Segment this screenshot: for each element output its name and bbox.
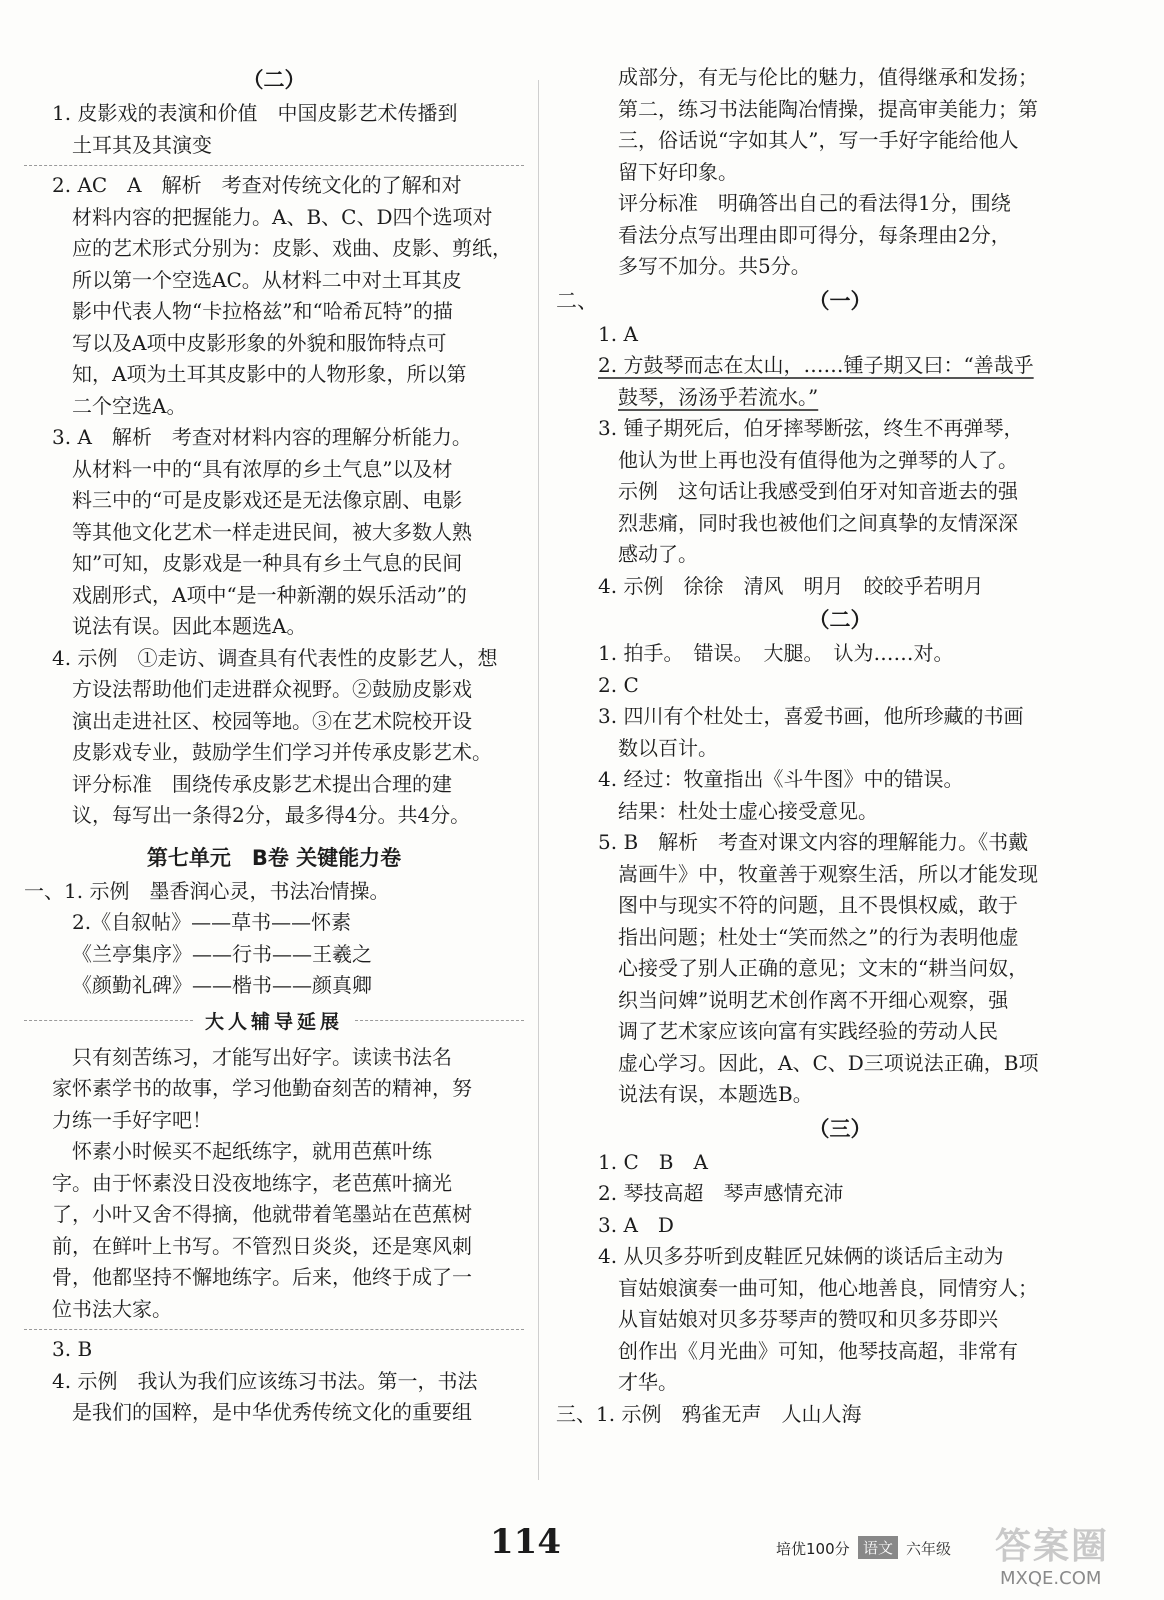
answer-line: 方设法帮助他们走进群众视野。②鼓励皮影戏	[72, 677, 472, 701]
answer-line: 2.《自叙帖》——草书——怀素	[72, 910, 352, 934]
answer-line: 三，俗话说“字如其人”，写一手好字能给他人	[618, 128, 1019, 152]
answer-line: 2. 方鼓琴而志在太山，……锺子期又曰：“善哉乎	[598, 353, 1034, 377]
answer-line: 织当问婢”说明艺术创作离不开细心观察，强	[618, 987, 1009, 1012]
part-2-label: 二、	[556, 288, 598, 313]
answer-line: 2. 琴技高超 琴声感情充沛	[598, 1181, 844, 1205]
answer-line: 示例 这句话让我感受到伯牙对知音逝去的强	[618, 479, 1018, 503]
extension-line: 骨，他都坚持不懈地练字。后来，他终于成了一	[52, 1265, 472, 1289]
answer-line: 知，A项为土耳其皮影中的人物形象，所以第	[72, 362, 467, 386]
answer-line: 料三中的“可是皮影戏还是无法像京剧、电影	[72, 488, 463, 512]
extension-line: 家怀素学书的故事，学习他勤奋刻苦的精神，努	[52, 1076, 472, 1100]
answer-line: 烈悲痛，同时我也被他们之间真挚的友情深深	[618, 510, 1018, 535]
section-title-2: （二）	[808, 608, 872, 632]
answer-line: 5. B 解析 考查对课文内容的理解能力。《书戴	[598, 830, 1029, 854]
answer-line: 2. AC A 解析 考查对传统文化的了解和对	[52, 173, 462, 197]
answer-line: 评分标准 围绕传承皮影艺术提出合理的建	[72, 771, 452, 796]
extension-line: 力练一手好字吧！	[52, 1107, 212, 1132]
extension-line: 怀素小时候买不起纸练字，就用芭蕉叶练	[72, 1139, 432, 1163]
answer-line: 等其他文化艺术一样走进民间，被大多数人熟	[72, 519, 472, 544]
answer-line: 3. 四川有个杜处士，喜爱书画，他所珍藏的书画	[598, 704, 1024, 728]
answer-line: 图中与现实不符的问题，且不畏惧权威，敢于	[618, 893, 1018, 917]
extension-banner	[24, 1004, 524, 1038]
answer-line: 《颜勤礼碑》——楷书——颜真卿	[72, 973, 372, 997]
answer-line: 二个空选A。	[72, 393, 187, 418]
answer-line: 三、1. 示例 鸦雀无声 人山人海	[556, 1401, 862, 1426]
answer-line: 1. A	[598, 321, 638, 346]
answer-line: 材料内容的把握能力。A、B、C、D四个选项对	[72, 204, 493, 229]
subject-badge: 语文	[858, 1536, 898, 1559]
answer-line: 应的艺术形式分别为：皮影、戏曲、皮影、剪纸，	[72, 236, 512, 260]
extension-line: 位书法大家。	[52, 1296, 172, 1321]
answer-line: 多写不加分。共5分。	[618, 254, 811, 278]
section-title-2: （二）	[242, 68, 306, 92]
answer-line: 结果：杜处士虚心接受意见。	[618, 798, 878, 823]
unit-title: 第七单元 B卷 关键能力卷	[146, 845, 402, 870]
answer-line: 才华。	[618, 1370, 678, 1394]
answer-line: 心接受了别人正确的意见；文末的“耕当问奴，	[618, 956, 1029, 980]
answer-line: 1. C B A	[598, 1149, 708, 1174]
column-divider	[538, 80, 539, 1480]
banner-label: 大人辅导延展	[205, 1011, 344, 1033]
answer-line: 数以百计。	[618, 735, 718, 760]
page-footer	[0, 1510, 1164, 1589]
answer-line: 是我们的国粹，是中华优秀传统文化的重要组	[72, 1400, 472, 1424]
page-number: 114	[490, 1522, 561, 1562]
answer-line: 3. A 解析 考查对材料内容的理解分析能力。	[52, 425, 472, 449]
answer-line: 从材料一中的“具有浓厚的乡土气息”以及材	[72, 456, 453, 481]
grade-label: 六年级	[906, 1540, 952, 1558]
answer-line: 4. 从贝多芬听到皮鞋匠兄妹俩的谈话后主动为	[598, 1244, 1004, 1268]
extension-line: 了，小叶又舍不得摘，他就带着笔墨站在芭蕉树	[52, 1202, 472, 1226]
answer-line: 演出走进社区、校园等地。③在艺术院校开设	[72, 708, 472, 733]
answer-line: 戏剧形式，A项中“是一种新潮的娱乐活动”的	[72, 582, 467, 607]
answer-line: 创作出《月光曲》可知，他琴技高超，非常有	[618, 1338, 1018, 1363]
answer-line: 皮影戏专业，鼓励学生们学习并传承皮影艺术。	[72, 740, 492, 764]
answer-line: 4. 示例 ①走访、调查具有代表性的皮影艺人，想	[52, 645, 498, 670]
answer-line: 2. C	[598, 672, 639, 697]
answer-line: 第二，练习书法能陶冶情操，提高审美能力；第	[618, 96, 1038, 121]
brand-label: 培优100分	[776, 1540, 850, 1558]
section-title-1	[556, 283, 1110, 319]
answer-line: 留下好印象。	[618, 159, 738, 184]
answer-line: 4. 示例 我认为我们应该练习书法。第一，书法	[52, 1368, 478, 1393]
answer-line: 评分标准 明确答出自己的看法得1分，围绕	[618, 191, 1011, 215]
dashed-divider	[24, 1329, 524, 1330]
answer-line: 感动了。	[618, 542, 698, 566]
answer-line: 从盲姑娘对贝多芬琴声的赞叹和贝多芬即兴	[618, 1307, 998, 1331]
answer-line: 所以第一个空选AC。从材料二中对土耳其皮	[72, 267, 462, 292]
answer-line: 3. B	[52, 1337, 93, 1361]
answer-line: 指出问题；杜处士“笑而然之”的行为表明他虚	[618, 924, 1019, 949]
left-column	[24, 62, 524, 1429]
answer-line: 看法分点写出理由即可得分，每条理由2分，	[618, 222, 1011, 247]
extension-line: 前，在鲜叶上书写。不管烈日炎炎，还是寒风刺	[52, 1233, 472, 1258]
answer-line: 4. 经过：牧童指出《斗牛图》中的错误。	[598, 767, 964, 791]
answer-line: 写以及A项中皮影形象的外貌和服饰特点可	[72, 330, 447, 355]
answer-line: 土耳其及其演变	[72, 132, 212, 157]
answer-line: 虚心学习。因此，A、C、D三项说法正确，B项	[618, 1050, 1039, 1075]
answer-line: 盲姑娘演奏一曲可知，他心地善良，同情穷人；	[618, 1275, 1038, 1300]
answer-line: 3. 锺子期死后，伯牙摔琴断弦，终生不再弹琴，	[598, 416, 1024, 440]
extension-line: 字。由于怀素没日没夜地练字，老芭蕉叶摘光	[52, 1170, 452, 1195]
answer-line: 鼓琴，汤汤乎若流水。”	[618, 384, 819, 409]
answer-line: 影中代表人物“卡拉格兹”和“哈希瓦特”的描	[72, 299, 453, 323]
right-column	[556, 62, 1110, 1430]
answer-line: 成部分，有无与伦比的魅力，值得继承和发扬；	[618, 65, 1038, 89]
answer-line: 一、1. 示例 墨香润心灵，书法冶情操。	[24, 878, 390, 903]
answer-line: 1. 皮影戏的表演和价值 中国皮影艺术传播到	[52, 101, 458, 125]
answer-line: 议，每写出一条得2分，最多得4分。共4分。	[72, 803, 471, 827]
section-title-3: （三）	[808, 1116, 872, 1141]
answer-line: 嵩画牛》中，牧童善于观察生活，所以才能发现	[618, 861, 1038, 886]
answer-line: 说法有误，本题选B。	[618, 1082, 813, 1106]
answer-line: 《兰亭集序》——行书——王羲之	[72, 941, 372, 966]
answer-line: 4. 示例 徐徐 清风 明月 皎皎乎若明月	[598, 573, 984, 598]
answer-line: 说法有误。因此本题选A。	[72, 614, 307, 638]
section-title-text: （一）	[808, 288, 872, 313]
answer-line: 调了艺术家应该向富有实践经验的劳动人民	[618, 1019, 998, 1043]
answer-line: 1. 拍手。 错误。 大腿。 认为……对。	[598, 641, 954, 665]
watermark-url: MXQE.COM	[1000, 1568, 1102, 1589]
dashed-divider	[24, 165, 524, 166]
answer-line: 3. A D	[598, 1212, 674, 1237]
extension-line: 只有刻苦练习，才能写出好字。读读书法名	[72, 1044, 452, 1069]
watermark-logo: 答案圈	[995, 1526, 1110, 1567]
answer-line: 知”可知，皮影戏是一种具有乡土气息的民间	[72, 551, 463, 575]
answer-line: 他认为世上再也没有值得他为之弹琴的人了。	[618, 447, 1018, 472]
